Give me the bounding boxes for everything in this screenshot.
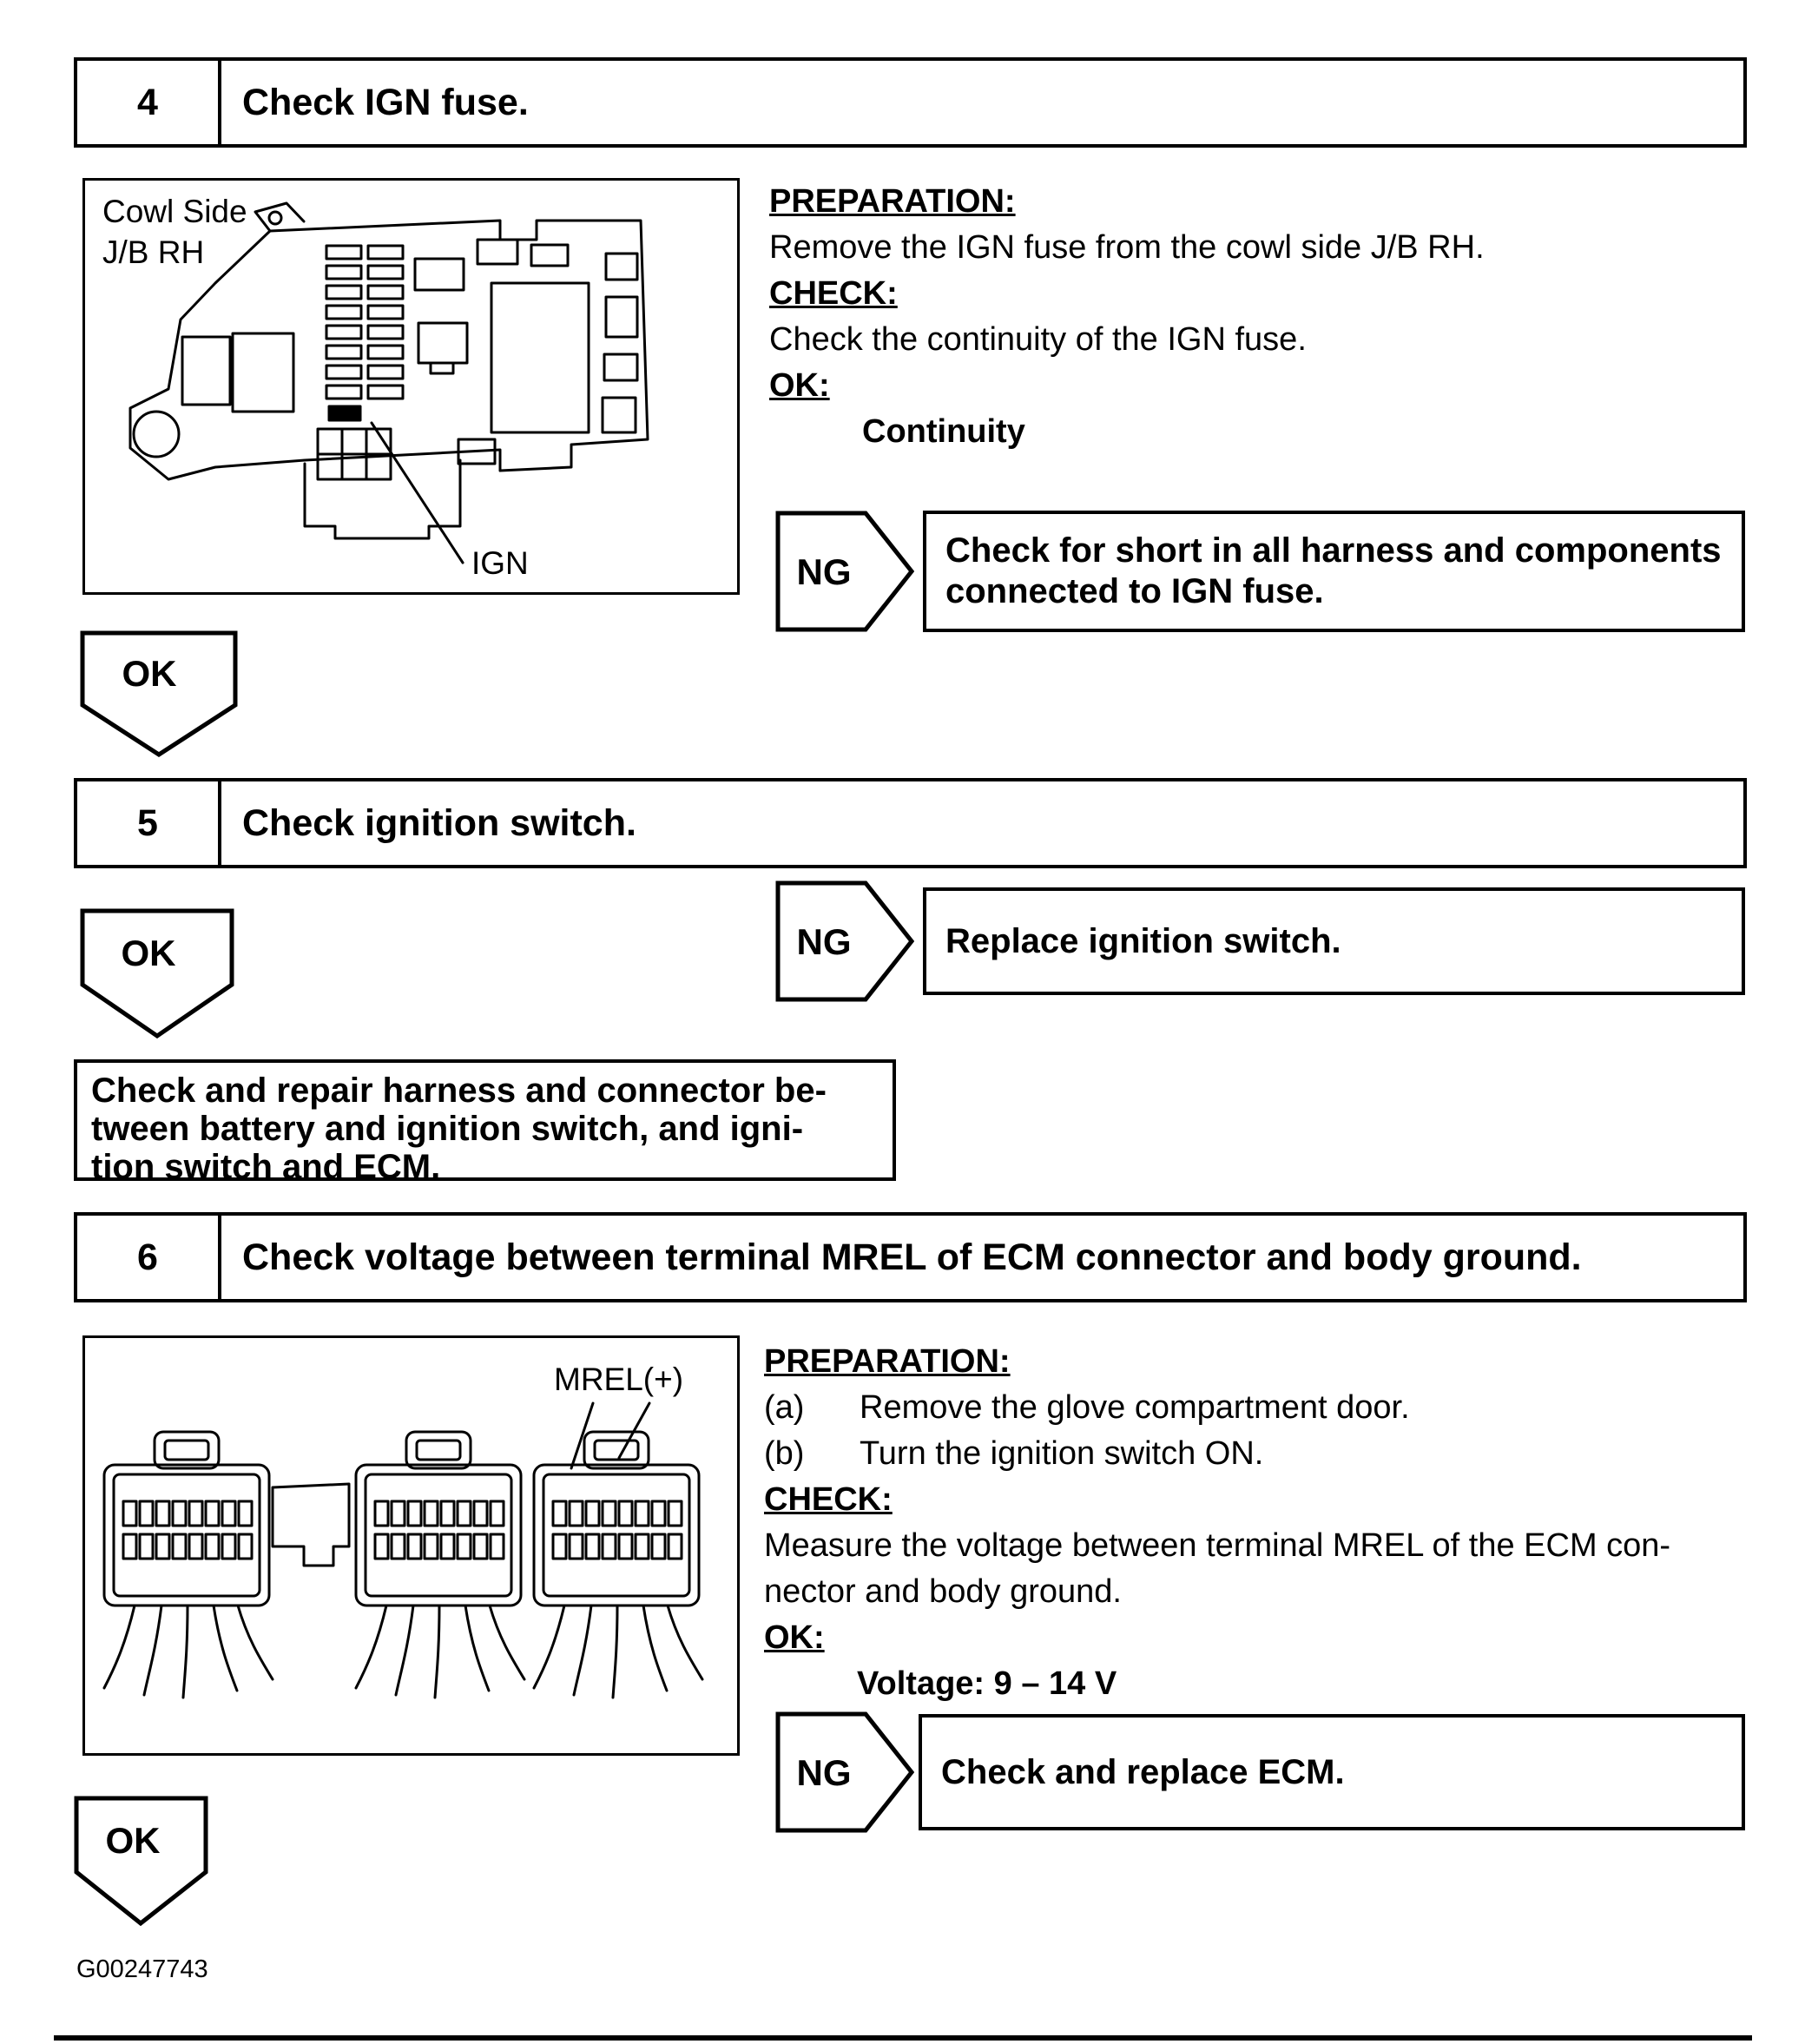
ecm-connector-2	[356, 1432, 524, 1698]
step-6-instructions	[764, 1339, 1754, 1707]
mrel-callout-label: MREL(+)	[554, 1362, 684, 1397]
harness-note-line2: tween battery and ignition switch, and igni-	[91, 1110, 804, 1148]
step-6-header	[74, 1212, 1747, 1302]
harness-note-line3: tion switch and ECM.	[91, 1148, 441, 1186]
step-6-ng-action: Check and replace ECM.	[919, 1714, 1745, 1830]
step-5-ok-label: OK	[121, 933, 176, 973]
harness-repair-note	[74, 1059, 896, 1186]
fusebox-caption-line1: Cowl Side	[102, 194, 247, 229]
step-6-ng-arrow	[775, 1711, 914, 1833]
ecm-connector-illustration	[82, 1335, 740, 1756]
fusebox-caption	[102, 191, 247, 273]
step-4-ok-label: OK	[122, 653, 177, 694]
step-4-ok-arrow	[80, 630, 238, 757]
ecm-connector-3	[534, 1432, 702, 1698]
step-6-preparation-heading: PREPARATION:	[764, 1343, 1011, 1380]
page-bottom-rule	[54, 2035, 1752, 2041]
step-6-prep-marker-a: (a)	[764, 1389, 805, 1426]
step-6-number: 6	[77, 1216, 221, 1299]
step-6-check-line1: Measure the voltage between terminal MREL of the ECM con-	[764, 1527, 1671, 1564]
step-6-prep-item-a	[764, 1385, 1754, 1431]
figure-id: G00247743	[76, 1955, 208, 1983]
step-6-prep-item-b	[764, 1431, 1754, 1477]
step-6-ok-arrow	[74, 1796, 208, 1926]
step-6-check-heading: CHECK:	[764, 1481, 893, 1518]
step-5-ng-label: NG	[796, 921, 852, 962]
step-4-check-heading: CHECK:	[769, 275, 898, 312]
step-4-number: 4	[77, 61, 221, 144]
step-6-check-line2: nector and body ground.	[764, 1573, 1122, 1610]
step-5-ng-action: Replace ignition switch.	[923, 887, 1745, 995]
step-5-number: 5	[77, 781, 221, 865]
step-6-ok-value: Voltage: 9 – 14 V	[857, 1665, 1117, 1702]
step-5-title: Check ignition switch.	[242, 801, 636, 844]
step-5-ok-arrow	[80, 908, 234, 1038]
step-4-preparation-heading: PREPARATION:	[769, 183, 1016, 220]
step-5-header	[74, 778, 1747, 868]
fusebox-illustration	[82, 178, 740, 595]
step-6-title: Check voltage between terminal MREL of ECM connector and body ground.	[242, 1236, 1582, 1278]
ign-callout-label: IGN	[471, 545, 529, 581]
step-6-prep-marker-b: (b)	[764, 1435, 805, 1472]
ecm-connector-1	[104, 1432, 273, 1698]
step-4-preparation-text: Remove the IGN fuse from the cowl side J/B RH.	[769, 229, 1485, 266]
step-4-ng-arrow	[775, 511, 914, 632]
ecm-connector-drawing	[85, 1338, 737, 1753]
step-4-instructions	[769, 179, 1747, 455]
step-4-ok-heading: OK:	[769, 367, 830, 404]
step-6-ng-label: NG	[796, 1752, 852, 1793]
ign-fuse-highlight	[329, 406, 360, 420]
step-4-check-text: Check the continuity of the IGN fuse.	[769, 321, 1307, 358]
step-4-ng-label: NG	[796, 551, 852, 592]
fusebox-caption-line2: J/B RH	[102, 234, 205, 270]
step-6-ok-heading: OK:	[764, 1619, 825, 1656]
step-5-ng-arrow	[775, 880, 914, 1002]
step-4-ok-value: Continuity	[862, 413, 1025, 450]
harness-note-line1: Check and repair harness and connector be-	[91, 1071, 827, 1110]
ecm-bracket-line-art	[273, 1403, 649, 1566]
step-4-header	[74, 57, 1747, 148]
step-6-ok-label: OK	[105, 1820, 161, 1861]
step-4-ng-action: Check for short in all harness and components connected to IGN fuse.	[923, 511, 1745, 632]
step-6-prep-text-b: Turn the ignition switch ON.	[860, 1435, 1264, 1472]
step-4-title: Check IGN fuse.	[242, 81, 529, 123]
step-6-prep-text-a: Remove the glove compartment door.	[860, 1389, 1410, 1426]
